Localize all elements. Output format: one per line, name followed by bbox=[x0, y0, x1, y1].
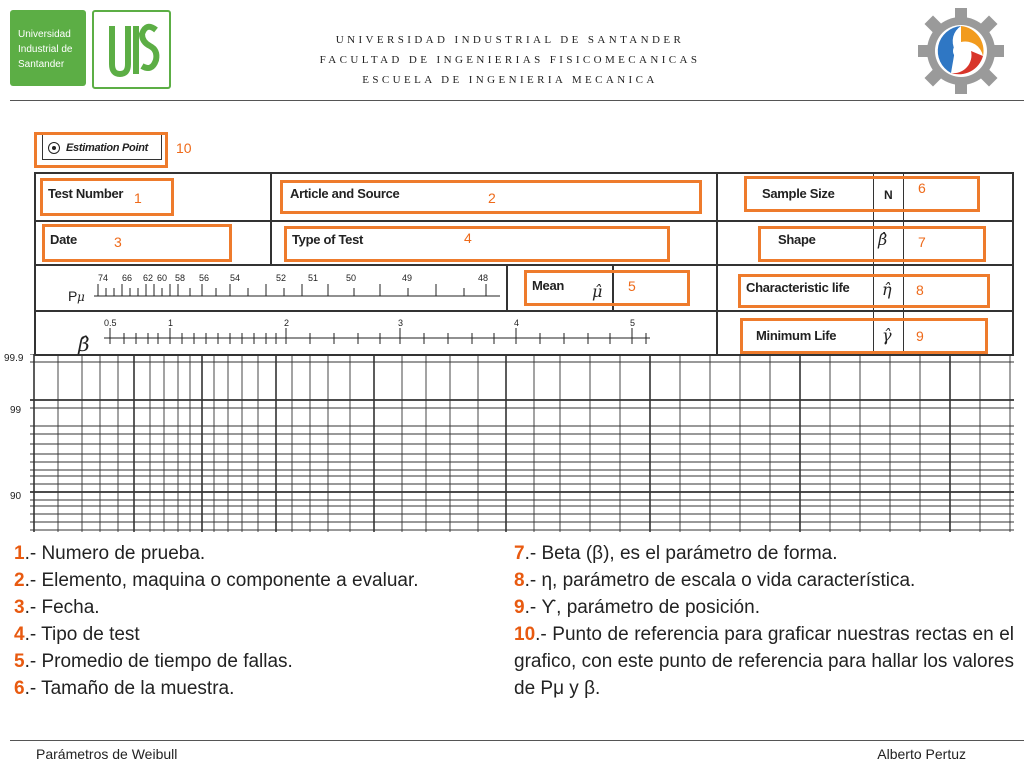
beta-scale bbox=[100, 324, 660, 346]
note-4: 4.- Tipo de test bbox=[14, 624, 140, 645]
p-tick-51: 51 bbox=[308, 273, 319, 283]
footer-title: Parámetros de Weibull bbox=[36, 746, 178, 762]
marker-7: 7 bbox=[918, 234, 926, 250]
gear-logo-icon bbox=[918, 6, 1004, 96]
institution-header bbox=[230, 30, 790, 90]
marker-box-5 bbox=[524, 270, 690, 306]
p-tick-50: 50 bbox=[346, 273, 357, 283]
row-divider-2 bbox=[34, 264, 1014, 266]
note-10: 10.- Punto de referencia para graficar nuestras rectas en el grafico, con este punto de referencia para hallar los valores de Pμ y β. bbox=[514, 624, 1014, 699]
note-2: 2.- Elemento, maquina o componente a evaluar. bbox=[14, 570, 419, 591]
weibull-form bbox=[0, 110, 1024, 535]
probability-grid bbox=[30, 354, 1014, 532]
sample-size-label: Sample Size bbox=[762, 186, 835, 201]
col-divider-1 bbox=[270, 172, 272, 266]
p-tick-56: 56 bbox=[199, 273, 210, 283]
minimum-life-label: Minimum Life bbox=[756, 328, 837, 343]
p-tick-49: 49 bbox=[402, 273, 413, 283]
footer-divider bbox=[10, 740, 1024, 741]
gamma-symbol: γ̂ bbox=[882, 326, 892, 345]
beta-symbol: β̂ bbox=[878, 230, 888, 249]
sample-size-symbol: N bbox=[884, 188, 893, 202]
notes-right-column bbox=[514, 540, 1014, 702]
shape-label: Shape bbox=[778, 232, 816, 247]
beta-tick-1: 1 bbox=[168, 318, 174, 328]
marker-6: 6 bbox=[918, 180, 926, 196]
logo-line-3: Santander bbox=[18, 59, 65, 70]
note-8: 8.- η, parámetro de escala o vida característica. bbox=[514, 570, 916, 591]
y-tick-99: 99 bbox=[10, 405, 22, 416]
eta-symbol: η̂ bbox=[882, 280, 892, 299]
school-name: ESCUELA DE INGENIERIA MECANICA bbox=[362, 74, 658, 86]
note-1: 1.- Numero de prueba. bbox=[14, 543, 206, 564]
marker-2: 2 bbox=[488, 190, 496, 206]
estimation-point-label: Estimation Point bbox=[66, 142, 148, 154]
marker-box-3 bbox=[42, 224, 232, 262]
note-7: 7.- Beta (β), es el parámetro de forma. bbox=[514, 543, 838, 564]
marker-3: 3 bbox=[114, 234, 122, 250]
p-tick-66: 66 bbox=[122, 273, 133, 283]
mu-symbol: μ̂ bbox=[592, 282, 603, 301]
marker-box-6 bbox=[744, 176, 980, 212]
y-tick-90: 90 bbox=[10, 491, 22, 502]
marker-10: 10 bbox=[176, 140, 192, 156]
date-label: Date bbox=[50, 232, 77, 247]
logo-line-1: Universidad bbox=[18, 29, 71, 40]
col-divider-2 bbox=[716, 172, 718, 356]
p-tick-74: 74 bbox=[98, 273, 109, 283]
note-6: 6.- Tamaño de la muestra. bbox=[14, 678, 235, 699]
uis-logo-icon bbox=[92, 10, 171, 89]
marker-box-8 bbox=[738, 274, 990, 308]
row-divider-3 bbox=[34, 310, 1014, 312]
p-tick-58: 58 bbox=[175, 273, 186, 283]
university-name: UNIVERSIDAD INDUSTRIAL DE SANTANDER bbox=[335, 34, 685, 46]
p-tick-60: 60 bbox=[157, 273, 168, 283]
marker-box-1 bbox=[40, 178, 174, 216]
row-divider-1 bbox=[34, 220, 1014, 222]
marker-9: 9 bbox=[916, 328, 924, 344]
p-tick-52: 52 bbox=[276, 273, 287, 283]
beta-tick-3: 3 bbox=[398, 318, 404, 328]
faculty-name: FACULTAD DE INGENIERIAS FISICOMECANICAS bbox=[319, 54, 701, 66]
marker-4: 4 bbox=[464, 230, 472, 246]
note-9: 9.- Ƴ, parámetro de posición. bbox=[514, 597, 760, 618]
marker-1: 1 bbox=[134, 190, 142, 206]
beta-tick-2: 2 bbox=[284, 318, 290, 328]
note-5: 5.- Promedio de tiempo de fallas. bbox=[14, 651, 293, 672]
footer-author: Alberto Pertuz bbox=[877, 746, 966, 762]
marker-box-9 bbox=[740, 318, 988, 354]
notes-left-column bbox=[14, 540, 454, 702]
marker-8: 8 bbox=[916, 282, 924, 298]
marker-box-7 bbox=[758, 226, 986, 262]
beta-tick-0-5: 0.5 bbox=[104, 318, 117, 328]
p-tick-62: 62 bbox=[143, 273, 154, 283]
y-tick-99-9: 99.9 bbox=[4, 353, 24, 364]
university-logo bbox=[10, 10, 86, 86]
article-source-label: Article and Source bbox=[290, 186, 400, 201]
header-divider bbox=[10, 100, 1024, 101]
mean-label: Mean bbox=[532, 278, 565, 293]
p-tick-54: 54 bbox=[230, 273, 241, 283]
header bbox=[0, 0, 1024, 100]
beta-tick-5: 5 bbox=[630, 318, 636, 328]
marker-box-4 bbox=[284, 226, 670, 262]
marker-box-10 bbox=[34, 132, 168, 168]
note-3: 3.- Fecha. bbox=[14, 597, 100, 618]
test-number-label: Test Number bbox=[48, 186, 124, 201]
p-mu-label: Pμ bbox=[68, 288, 85, 304]
type-of-test-label: Type of Test bbox=[292, 232, 364, 247]
beta-tick-4: 4 bbox=[514, 318, 520, 328]
characteristic-life-label: Characteristic life bbox=[746, 280, 850, 295]
beta-scale-symbol: β̂ bbox=[78, 332, 90, 356]
marker-5: 5 bbox=[628, 278, 636, 294]
logo-line-2: Industrial de bbox=[18, 44, 73, 55]
p-tick-48: 48 bbox=[478, 273, 489, 283]
